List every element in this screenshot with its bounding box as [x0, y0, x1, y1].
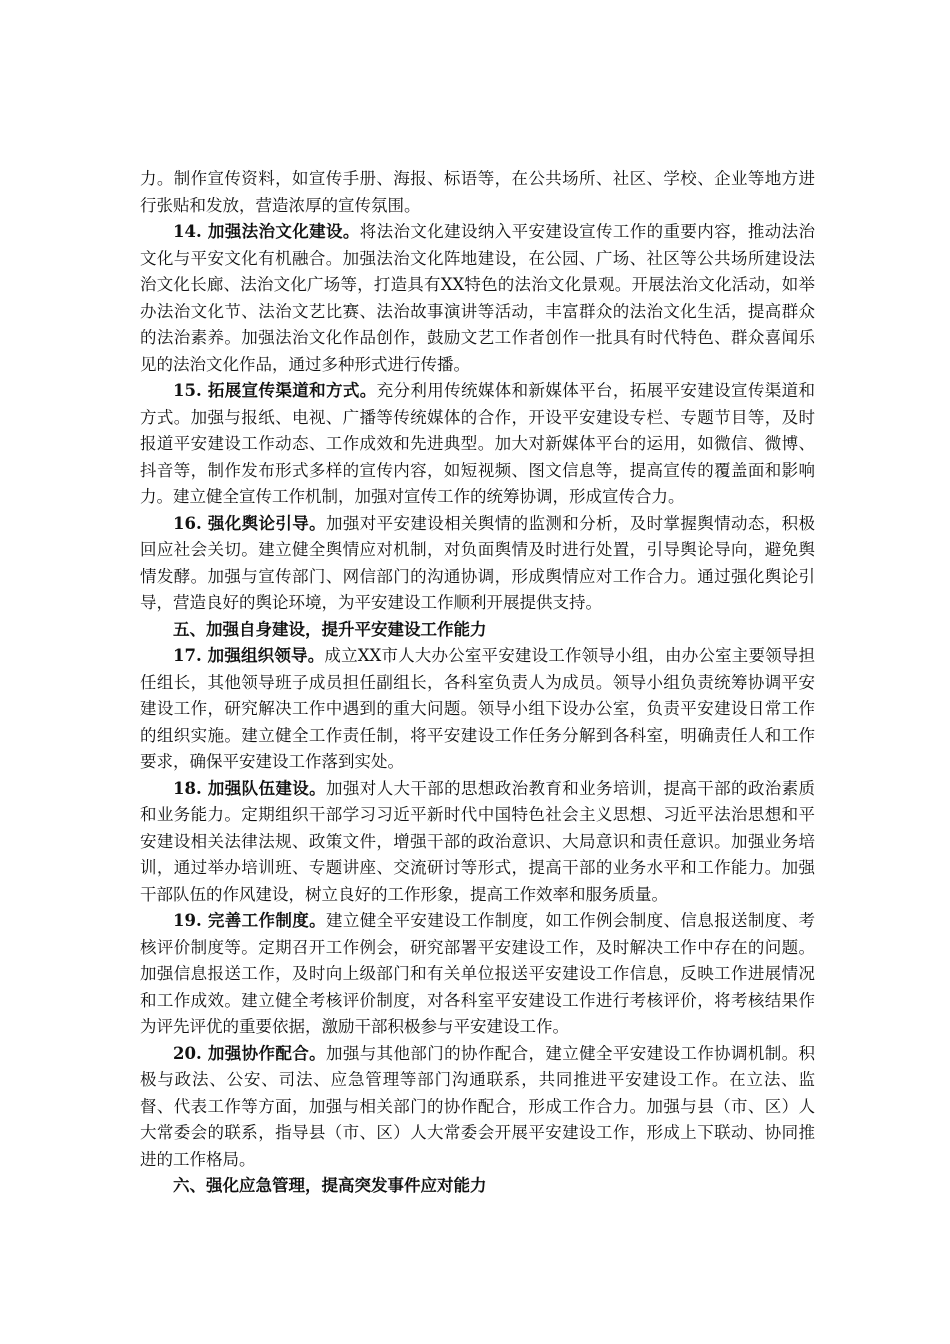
item-18-text: 加强对人大干部的思想政治教育和业务培训，提高干部的政治素质和业务能力。定期组织干部学习习近平新时代中国特色社会主义思想、习近平法治思想和平安建设相关法律法规、政策文件，增强干部的政治意识、大局意识和责任意识。加强业务培训，通过举办培训班、专题讲座、交流研讨等形式，提高干部的业务水平和工作能力。加强干部队伍的作风建设，树立良好的工作形象，提高工作效率和服务质量。 — [140, 778, 816, 904]
section-6-heading: 六、强化应急管理，提高突发事件应对能力 — [173, 1176, 487, 1195]
item-15-lead: 15. 拓展宣传渠道和方式。 — [173, 381, 377, 400]
item-18-lead: 18. 加强队伍建设。 — [173, 778, 326, 798]
item-14-lead: 14. 加强法治文化建设。 — [173, 222, 360, 241]
item-14-paragraph — [140, 219, 815, 378]
item-20-lead: 20. 加强协作配合。 — [173, 1043, 326, 1063]
item-15-paragraph — [140, 378, 815, 511]
item-19-text: 建立健全平安建设工作制度，如工作例会制度、信息报送制度、考核评价制度等。定期召开工作例会，研究部署平安建设工作，及时解决工作中存在的问题。加强信息报送工作，及时向上级部门和有关单位报送平安建设工作信息，反映工作进展情况和工作成效。建立健全考核评价制度，对各科室平安建设工作进行考核评价，将考核结果作为评先评优的重要依据，激励干部积极参与平安建设工作。 — [140, 911, 816, 1036]
document-page — [140, 166, 815, 1200]
item-18-paragraph — [140, 776, 815, 909]
item-19-paragraph — [140, 908, 815, 1041]
item-20-paragraph — [140, 1041, 815, 1174]
item-20-text: 加强与其他部门的协作配合，建立健全平安建设工作协调机制。积极与政法、公安、司法、应急管理等部门沟通联系，共同推进平安建设工作。在立法、监督、代表工作等方面，加强与相关部门的协作配合，形成工作合力。加强与县（市、区）人大常委会的联系，指导县（市、区）人大常委会开展平安建设工作，形成上下联动、协同推进的工作格局。 — [140, 1043, 816, 1169]
item-17-lead: 17. 加强组织领导。 — [173, 646, 325, 665]
paragraph-continuation — [140, 166, 815, 219]
paragraph-text: 力。制作宣传资料，如宣传手册、海报、标语等，在公共场所、社区、学校、企业等地方进行张贴和发放，营造浓厚的宣传氛围。 — [140, 169, 815, 215]
item-17-paragraph — [140, 643, 815, 776]
item-19-lead: 19. 完善工作制度。 — [173, 911, 326, 930]
item-16-text: 加强对平安建设相关舆情的监测和分析，及时掌握舆情动态，积极回应社会关切。建立健全舆情应对机制，对负面舆情及时进行处置，引导舆论导向，避免舆情发酵。加强与宣传部门、网信部门的沟通协调，形成舆情应对工作合力。通过强化舆论引导，营造良好的舆论环境，为平安建设工作顺利开展提供支持。 — [140, 513, 816, 612]
item-15-text: 充分利用传统媒体和新媒体平台，拓展平安建设宣传渠道和方式。加强与报纸、电视、广播等传统媒体的合作，开设平安建设专栏、专题节目等，及时报道平安建设工作动态、工作成效和先进典型。加大对新媒体平台的运用，如微信、微博、抖音等，制作发布形式多样的宣传内容，如短视频、图文信息等，提高宣传的覆盖面和影响力。建立健全宣传工作机制，加强对宣传工作的统筹协调，形成宣传合力。 — [140, 381, 816, 506]
item-16-paragraph — [140, 511, 815, 617]
item-17-text: 成立XX市人大办公室平安建设工作领导小组，由办公室主要领导担任组长，其他领导班子成员担任副组长，各科室负责人为成员。领导小组负责统筹协调平安建设工作，研究解决工作中遇到的重大问题。领导小组下设办公室，负责平安建设日常工作的组织实施。建立健全工作责任制，将平安建设工作任务分解到各科室，明确责任人和工作要求，确保平安建设工作落到实处。 — [140, 646, 815, 771]
item-16-lead: 16. 强化舆论引导。 — [173, 513, 326, 533]
section-5-heading: 五、加强自身建设，提升平安建设工作能力 — [173, 619, 487, 639]
item-14-text: 将法治文化建设纳入平安建设宣传工作的重要内容，推动法治文化与平安文化有机融合。加强法治文化阵地建设，在公园、广场、社区等公共场所建设法治文化长廊、法治文化广场等，打造具有XX特色的法治文化景观。开展法治文化活动，如举办法治文化节、法治文艺比赛、法治故事演讲等活动，丰富群众的法治文化生活，提高群众的法治素养。加强法治文化作品创作，鼓励文艺工作者创作一批具有时代特色、群众喜闻乐见的法治文化作品，通过多种形式进行传播。 — [140, 222, 816, 374]
